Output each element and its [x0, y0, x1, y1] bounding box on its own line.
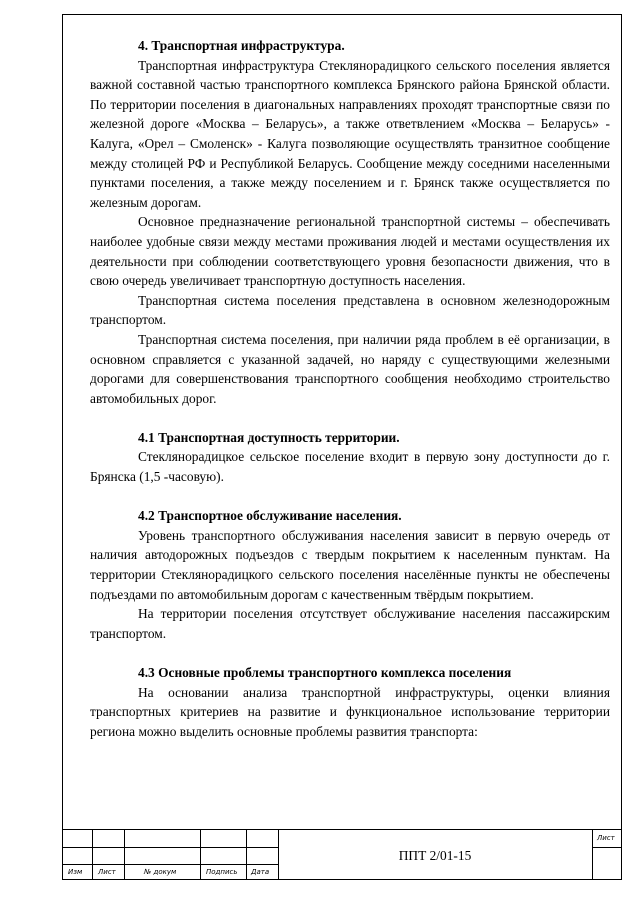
stamp-col-line [200, 830, 201, 880]
paragraph: На территории поселения отсутствует обслуживание населения пассажирским транспортом. [90, 606, 610, 641]
section-heading: 4.2 Транспортное обслуживание населения. [138, 508, 402, 524]
document-body [90, 36, 610, 741]
stamp-col-line [124, 830, 125, 880]
spacer [90, 408, 610, 428]
title-block [62, 829, 622, 880]
stamp-sheet-label: Лист [597, 834, 615, 842]
section-heading: 4. Транспортная инфраструктура. [138, 38, 345, 53]
stamp-col-line [246, 830, 247, 880]
spacer [90, 487, 610, 507]
section-heading: 4.3 Основные проблемы транспортного комплекса поселения [138, 665, 512, 680]
document-code: ППТ 2/01-15 [398, 848, 472, 863]
paragraph: Уровень транспортного обслуживания населения зависит в первую очередь от наличия автодорожных подъездов с твердым покрытием к населенным пунктам. На территории Стеклянорадицкого сельского поселения населённые пункты не обеспечены подъездами по автомобильным дорогам с качественным твёрдым покрытием. [90, 527, 610, 602]
stamp-label-change: Изм [68, 868, 83, 876]
paragraph: На основании анализа транспортной инфраструктуры, оценки влияния транспортных критериев на развитие и функциональное использование территории региона можно выделить основные проблемы развития транспорта: [90, 684, 610, 739]
paragraph: Основное предназначение региональной транспортной системы – обеспечивать наиболее удобные связи между местами проживания людей и местами осуществления их деятельности при соблюдении соответствующего уровня безопасности движения, что в свою очередь увеличивает транспортную доступность населения. [90, 214, 610, 289]
spacer [90, 643, 610, 663]
paragraph: Стеклянорадицкое сельское поселение входит в первую зону доступности до г. Брянска (1,5 -часовую). [90, 449, 610, 485]
stamp-label-date: Дата [251, 868, 270, 876]
paragraph: Транспортная система поселения, при наличии ряда проблем в её организации, в основном справляется с указанной задачей, но наряду с существующими железными дорогами для совершенствования транспортного сообщения необходимо строительство автомобильных дорог. [90, 331, 610, 406]
stamp-row-line [592, 847, 622, 848]
stamp-label-sheet: Лист [98, 868, 116, 876]
stamp-label-doc-number: № докум [144, 868, 177, 876]
stamp-label-signature: Подпись [206, 868, 238, 876]
paragraph: Транспортная инфраструктура Стеклянорадицкого сельского поселения является важной составной частью транспортного комплекса Брянского района Брянской области. По территории поселения в диагональных направлениях проходят транспортные связи по железной дороге «Москва – Беларусь», а также ответвлением «Москва – Беларусь» - Калуга, «Орел – Смоленск» - Калуга позволяющие осуществлять транзитное сообщение между столицей РФ и Республикой Беларусь. Сообщение между соседними населенными пунктами поселения, а также между поселением и г. Брянск также осуществляется по железным дорогам. [90, 57, 610, 210]
stamp-col-line [92, 830, 93, 880]
stamp-col-line [592, 830, 593, 880]
section-heading: 4.1 Транспортная доступность территории. [138, 429, 400, 445]
paragraph: Транспортная система поселения представлена в основном железнодорожным транспортом. [90, 292, 610, 328]
